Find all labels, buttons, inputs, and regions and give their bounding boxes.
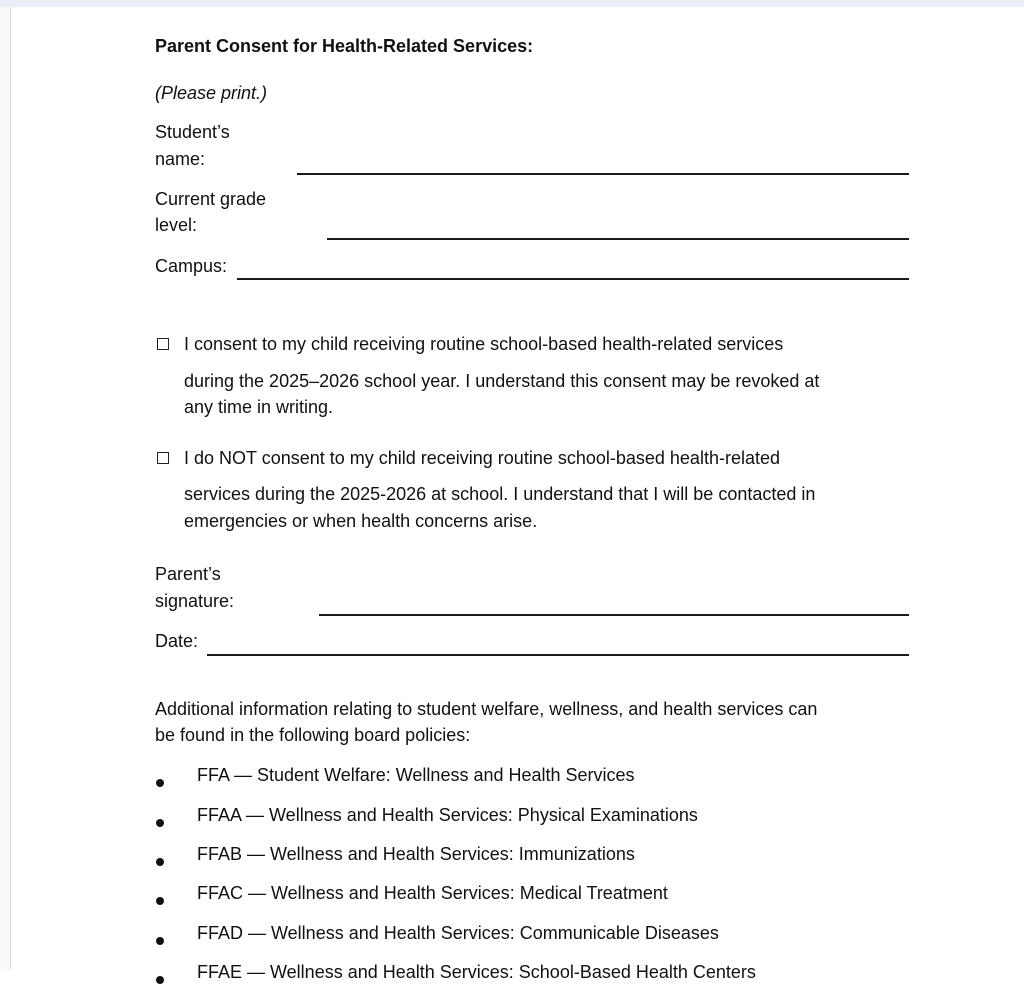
consent-option-line3: any time in writing.: [184, 397, 334, 417]
viewer-top-bar: [0, 0, 1024, 7]
no-consent-checkbox[interactable]: [157, 452, 169, 464]
grade-level-label-line2: level:: [155, 215, 198, 235]
policy-item: FFAE — Wellness and Health Services: School-Based Health Centers: [197, 962, 756, 982]
student-name-label-line1: Student’s: [155, 122, 230, 142]
grade-level-field[interactable]: [327, 238, 909, 240]
bullet-icon: [156, 858, 164, 866]
date-field[interactable]: [207, 654, 909, 656]
bullet-icon: [156, 779, 164, 787]
print-instruction: (Please print.): [155, 83, 268, 103]
campus-field[interactable]: [237, 278, 909, 280]
no-consent-option-line3: emergencies or when health concerns arise.: [184, 511, 538, 531]
policy-item: FFAC — Wellness and Health Services: Medical Treatment: [197, 883, 668, 903]
consent-checkbox[interactable]: [157, 338, 169, 350]
date-label: Date:: [155, 631, 199, 651]
policy-item: FFA — Student Welfare: Wellness and Health Services: [197, 765, 635, 785]
additional-info-line1: Additional information relating to student welfare, wellness, and health services can: [155, 699, 818, 719]
form-title: Parent Consent for Health-Related Services:: [155, 36, 534, 56]
parent-signature-label-line2: signature:: [155, 591, 235, 611]
policy-item: FFAB — Wellness and Health Services: Immunizations: [197, 844, 635, 864]
parent-signature-label-line1: Parent’s: [155, 564, 221, 584]
consent-option-line1: I consent to my child receiving routine school-based health-related services: [184, 334, 784, 354]
bullet-icon: [156, 937, 164, 945]
student-name-field[interactable]: [297, 173, 909, 175]
student-name-label-line2: name:: [155, 149, 206, 169]
bullet-icon: [156, 976, 164, 984]
bullet-icon: [156, 897, 164, 905]
grade-level-label-line1: Current grade: [155, 189, 267, 209]
no-consent-option-line2: services during the 2025-2026 at school. I understand that I will be contacted in: [184, 484, 816, 504]
policy-item: FFAD — Wellness and Health Services: Communicable Diseases: [197, 923, 719, 943]
bullet-icon: [156, 819, 164, 827]
consent-option-line2: during the 2025–2026 school year. I understand this consent may be revoked at: [184, 371, 820, 391]
campus-label: Campus:: [155, 256, 228, 276]
no-consent-option-line1: I do NOT consent to my child receiving routine school-based health-related: [184, 448, 780, 468]
parent-signature-field[interactable]: [319, 614, 909, 616]
additional-info-line2: be found in the following board policies:: [155, 725, 471, 745]
viewer-left-gutter: [0, 7, 11, 969]
policy-item: FFAA — Wellness and Health Services: Physical Examinations: [197, 805, 698, 825]
